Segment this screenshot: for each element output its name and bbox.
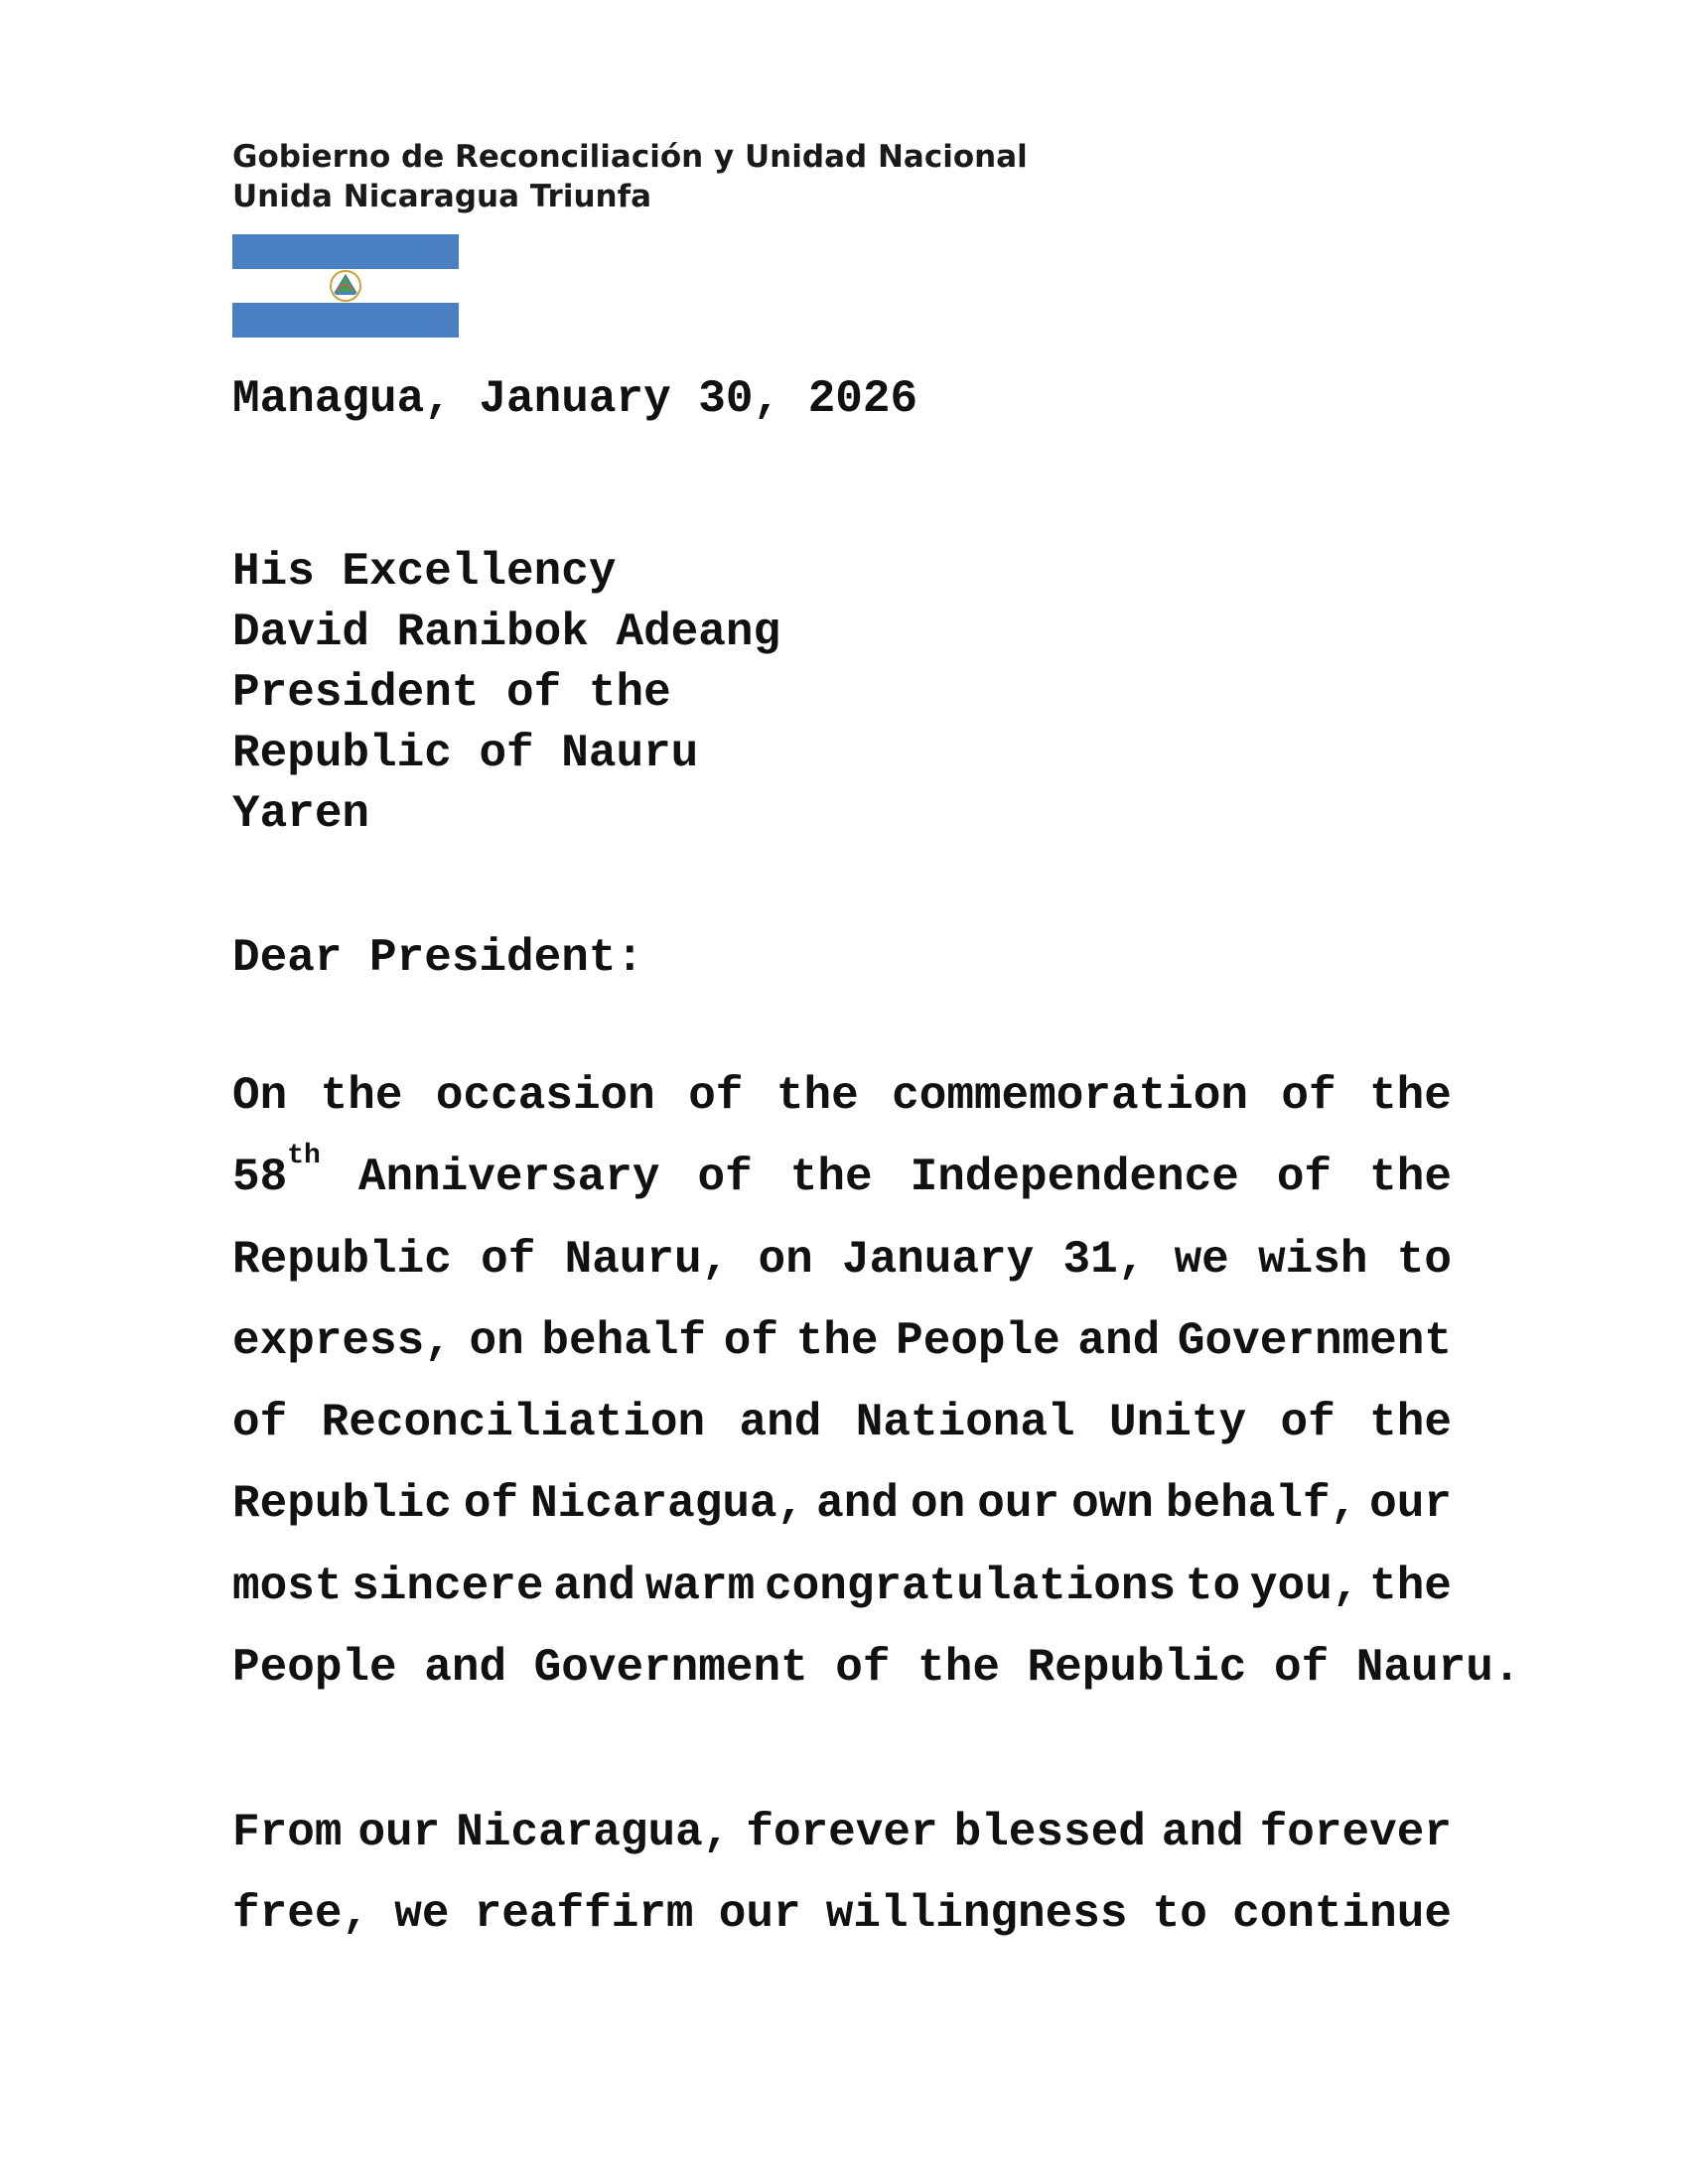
coat-of-arms-icon — [324, 268, 367, 304]
government-slogan: Unida Nicaragua Triunfa — [232, 179, 652, 214]
paragraph-line-anniversary — [232, 1137, 1452, 1218]
word: our — [1369, 1478, 1452, 1531]
word: reaffirm — [474, 1888, 694, 1941]
word: the — [1369, 1560, 1452, 1612]
paragraph-line — [232, 1055, 1452, 1137]
word: blessed — [953, 1807, 1146, 1858]
flag-bottom-band — [232, 303, 459, 338]
word: Anniversary — [357, 1152, 660, 1204]
word: and — [816, 1478, 899, 1531]
word: the — [1369, 1152, 1452, 1204]
word: warm — [644, 1560, 756, 1612]
word: we — [1174, 1233, 1229, 1286]
word: of — [1280, 1397, 1336, 1449]
word: Nicaragua, — [530, 1478, 805, 1531]
word: willingness — [825, 1888, 1128, 1941]
word: of — [835, 1642, 891, 1695]
word: On — [232, 1070, 288, 1122]
word: behalf — [541, 1314, 707, 1367]
word: People — [896, 1314, 1060, 1367]
word: of — [688, 1070, 744, 1122]
letterhead — [232, 137, 1028, 216]
word: sincere — [352, 1560, 544, 1612]
recipient-line: David Ranibok Adeang — [232, 607, 781, 658]
letter-date: Managua, January 30, 2026 — [232, 373, 918, 425]
word: and — [553, 1560, 636, 1612]
word: the — [795, 1314, 879, 1367]
paragraph-line — [232, 1546, 1452, 1627]
word: Government — [1177, 1314, 1452, 1367]
word: the — [1369, 1397, 1452, 1449]
word: to — [1152, 1888, 1207, 1941]
word: the — [917, 1642, 1000, 1695]
word: of — [481, 1233, 536, 1286]
word: own — [1071, 1478, 1154, 1531]
paragraph-line — [232, 1219, 1452, 1300]
word: of — [232, 1397, 288, 1449]
word: of — [1276, 1152, 1333, 1204]
word: Reconciliation — [321, 1397, 706, 1449]
word: Unity — [1109, 1397, 1247, 1449]
word: we — [394, 1888, 450, 1941]
flag-middle-band — [232, 269, 459, 304]
word: on — [469, 1314, 524, 1367]
word: Nauru. — [1355, 1642, 1521, 1695]
word: congratulations — [765, 1560, 1177, 1612]
word: commemoration — [892, 1070, 1248, 1122]
paragraph-line — [232, 1873, 1452, 1955]
word: and — [739, 1397, 822, 1449]
ordinal-number: 58 — [232, 1152, 288, 1204]
word: Republic — [1027, 1642, 1247, 1695]
word: forever — [746, 1807, 938, 1858]
word: of — [1281, 1070, 1336, 1122]
paragraph-line — [232, 1627, 1521, 1708]
paragraph-line — [232, 1300, 1452, 1382]
word: the — [789, 1152, 873, 1204]
word: Independence — [910, 1152, 1239, 1204]
salutation: Dear President: — [232, 932, 644, 984]
word: Nicaragua, — [456, 1807, 731, 1858]
word: 31, — [1062, 1233, 1146, 1286]
word: you, — [1249, 1560, 1360, 1612]
recipient-line: His Excellency — [232, 546, 617, 598]
word: National — [855, 1397, 1075, 1449]
word: our — [977, 1478, 1060, 1531]
word: behalf, — [1165, 1478, 1358, 1531]
flag-top-band — [232, 234, 459, 269]
body-paragraph-2 — [232, 1792, 1452, 1956]
paragraph-line — [232, 1382, 1452, 1463]
government-name: Gobierno de Reconciliación y Unidad Nacional — [232, 139, 1028, 175]
anniversary-number — [232, 1137, 321, 1218]
paragraph-line — [232, 1792, 1452, 1873]
word: of — [1273, 1642, 1330, 1695]
word: Republic — [232, 1233, 452, 1286]
recipient-address — [232, 542, 780, 845]
word: and — [1077, 1314, 1161, 1367]
word: on — [758, 1233, 813, 1286]
recipient-line: Yaren — [232, 788, 370, 840]
paragraph-line — [232, 1463, 1452, 1545]
ordinal-suffix: th — [287, 1141, 321, 1172]
word: From — [232, 1807, 343, 1858]
word: the — [1369, 1070, 1452, 1122]
word: forever — [1259, 1807, 1452, 1858]
word: Nauru, — [564, 1233, 730, 1286]
word: and — [424, 1642, 507, 1695]
word: on — [911, 1478, 966, 1531]
word: continue — [1232, 1888, 1452, 1941]
word: our — [357, 1807, 441, 1858]
nicaragua-flag-icon — [232, 234, 459, 338]
word: of — [723, 1314, 778, 1367]
word: of — [697, 1152, 753, 1204]
word: of — [463, 1478, 519, 1531]
word: the — [320, 1070, 403, 1122]
recipient-line: Republic of Nauru — [232, 728, 699, 779]
word: to — [1396, 1233, 1452, 1286]
word: occasion — [435, 1070, 655, 1122]
recipient-line: President of the — [232, 667, 671, 719]
word: People — [232, 1642, 397, 1695]
word: to — [1185, 1560, 1241, 1612]
word: Republic — [232, 1478, 452, 1531]
word: January — [841, 1233, 1035, 1286]
word: Government — [533, 1642, 808, 1695]
word: most — [232, 1560, 343, 1612]
body-paragraph-1 — [232, 1055, 1521, 1708]
word: express, — [232, 1314, 452, 1367]
word: and — [1161, 1807, 1244, 1858]
word: our — [718, 1888, 801, 1941]
word: free, — [232, 1888, 370, 1941]
word: wish — [1258, 1233, 1368, 1286]
word: the — [775, 1070, 859, 1122]
